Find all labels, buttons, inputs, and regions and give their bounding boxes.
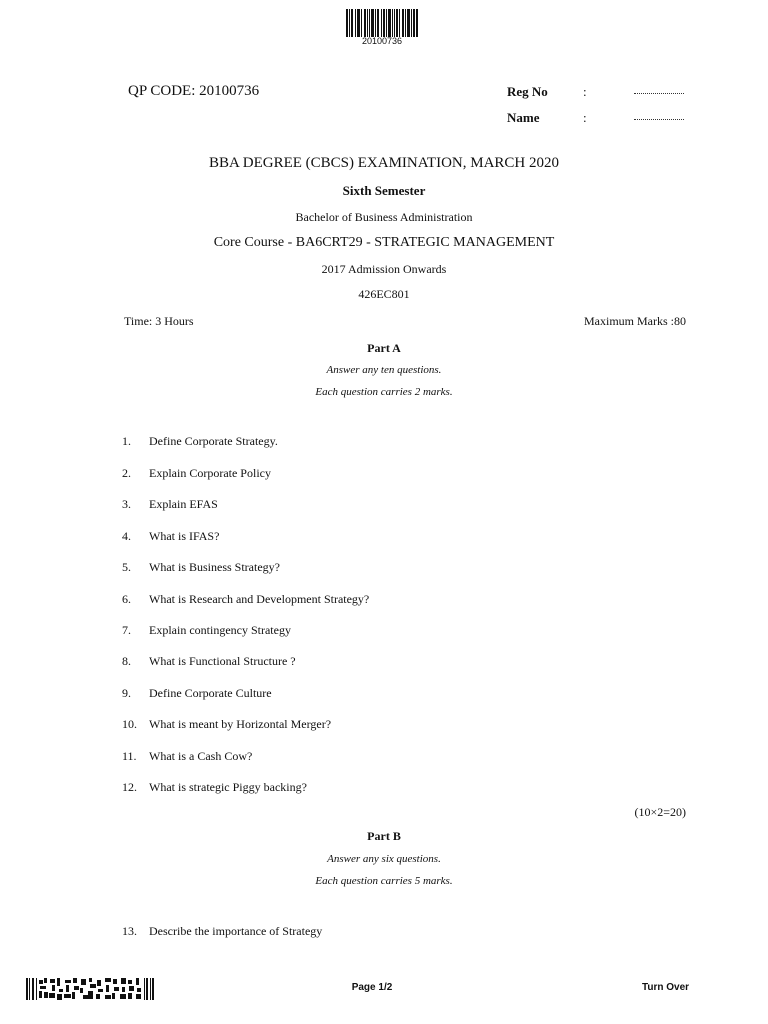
question-item	[122, 529, 219, 544]
part-a-heading: Part A	[367, 341, 401, 355]
question-number: 2.	[122, 466, 131, 480]
question-text: What is IFAS?	[149, 529, 220, 543]
question-text: What is Functional Structure ?	[149, 654, 296, 668]
question-number: 13.	[122, 924, 137, 938]
question-text: What is Research and Development Strategy?	[149, 592, 370, 606]
question-text: What is strategic Piggy backing?	[149, 780, 307, 794]
paper-code: 426EC801	[358, 287, 410, 301]
question-item	[122, 749, 252, 764]
question-item	[122, 497, 218, 512]
degree-name: Bachelor of Business Administration	[295, 210, 473, 224]
question-item	[122, 560, 280, 575]
question-item	[122, 434, 278, 449]
question-item	[122, 717, 331, 732]
exam-title: BBA DEGREE (CBCS) EXAMINATION, MARCH 2020	[208, 155, 560, 171]
top-barcode	[346, 9, 418, 37]
question-number: 12.	[122, 780, 137, 794]
question-number: 4.	[122, 529, 131, 543]
question-text: Define Corporate Culture	[149, 686, 272, 700]
part-a-instruction-1: Answer any ten questions.	[326, 364, 442, 376]
question-number: 5.	[122, 560, 131, 574]
question-number: 6.	[122, 592, 131, 606]
reg-no-field	[634, 93, 684, 94]
max-marks: Maximum Marks :80	[584, 314, 686, 328]
barcode-number: 20100736	[361, 36, 403, 46]
qp-code: QP CODE: 20100736	[128, 83, 260, 99]
reg-no-colon: :	[583, 84, 587, 99]
question-number: 3.	[122, 497, 131, 511]
question-item	[122, 686, 272, 701]
question-item	[122, 654, 296, 669]
question-text: What is Business Strategy?	[149, 560, 280, 574]
part-b-heading: Part B	[367, 829, 401, 843]
page-number: Page 1/2	[351, 982, 393, 993]
turn-over-label: Turn Over	[642, 982, 690, 993]
question-text: Describe the importance of Strategy	[149, 924, 323, 938]
course-title: Core Course - BA6CRT29 - STRATEGIC MANAGEMENT	[213, 235, 555, 250]
question-text: What is meant by Horizontal Merger?	[149, 717, 332, 731]
question-number: 9.	[122, 686, 131, 700]
question-text: Explain EFAS	[149, 497, 218, 511]
part-b-instruction-2: Each question carries 5 marks.	[315, 875, 453, 887]
question-number: 7.	[122, 623, 131, 637]
reg-no-label: Reg No	[507, 84, 548, 99]
question-text: Define Corporate Strategy.	[149, 434, 278, 448]
question-item	[122, 780, 307, 795]
part-a-instruction-2: Each question carries 2 marks.	[315, 386, 453, 398]
question-text: What is a Cash Cow?	[149, 749, 253, 763]
question-number: 1.	[122, 434, 131, 448]
name-label: Name	[507, 110, 540, 125]
name-field	[634, 119, 684, 120]
question-item	[122, 592, 369, 607]
question-text: Explain Corporate Policy	[149, 466, 271, 480]
semester: Sixth Semester	[342, 183, 426, 198]
part-a-score: (10×2=20)	[634, 805, 686, 819]
question-item	[122, 924, 322, 939]
exam-time: Time: 3 Hours	[124, 314, 194, 328]
question-number: 8.	[122, 654, 131, 668]
name-colon: :	[583, 110, 587, 125]
question-text: Explain contingency Strategy	[149, 623, 291, 637]
question-number: 11.	[122, 749, 137, 763]
question-number: 10.	[122, 717, 137, 731]
question-item	[122, 466, 271, 481]
admission-year: 2017 Admission Onwards	[321, 262, 447, 276]
question-item	[122, 623, 291, 638]
part-b-instruction-1: Answer any six questions.	[327, 853, 441, 865]
